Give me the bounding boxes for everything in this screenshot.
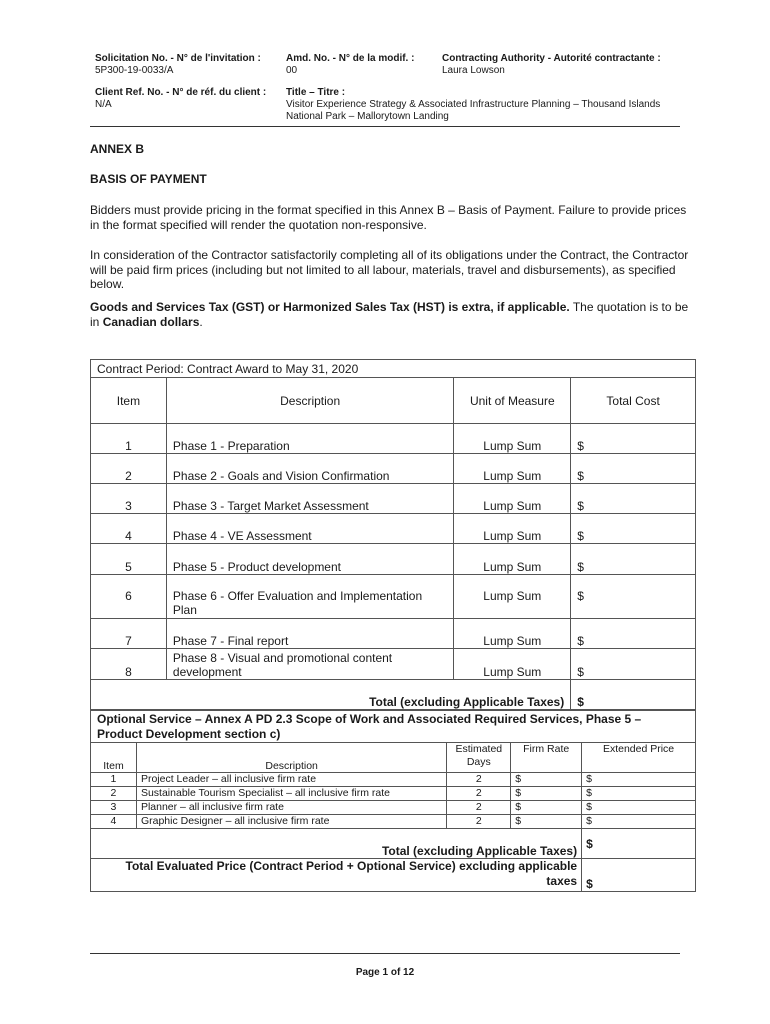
opt-row-days: 2 xyxy=(447,801,511,815)
total-evaluated-label xyxy=(91,859,582,892)
solicitation-block xyxy=(95,53,261,77)
title-value-line1: Visitor Experience Strategy & Associated Infrastructure Planning – Thousand Islands xyxy=(286,99,661,110)
row-description: Phase 5 - Product development xyxy=(166,544,453,575)
section-title: BASIS OF PAYMENT xyxy=(90,172,207,186)
total-evaluated-value: $ xyxy=(582,859,696,892)
table-row xyxy=(91,454,696,484)
row-item: 1 xyxy=(91,424,167,454)
row-cost: $ xyxy=(571,575,696,619)
row-unit: Lump Sum xyxy=(454,514,571,544)
row-item: 3 xyxy=(91,484,167,514)
row-description: Phase 4 - VE Assessment xyxy=(166,514,453,544)
title-label: Title – Titre : xyxy=(286,87,346,98)
header-divider xyxy=(90,126,680,127)
row-description: Phase 7 - Final report xyxy=(166,619,453,649)
solicitation-label: Solicitation No. - N° de l'invitation : xyxy=(95,53,261,64)
opt-row-rate: $ xyxy=(511,815,582,829)
opt-total-value: $ xyxy=(582,829,696,859)
table-row xyxy=(91,801,696,815)
table-row xyxy=(91,773,696,787)
row-description: Phase 8 - Visual and promotional content development xyxy=(166,649,453,680)
authority-value: Laura Lowson xyxy=(442,65,505,76)
row-unit: Lump Sum xyxy=(454,484,571,514)
title-value-line2: National Park – Mallorytown Landing xyxy=(286,111,449,122)
amendment-block xyxy=(286,53,414,77)
authority-label: Contracting Authority - Autorité contractante : xyxy=(442,53,661,64)
row-unit: Lump Sum xyxy=(454,575,571,619)
title-block xyxy=(286,87,660,123)
table-row xyxy=(91,815,696,829)
opt-row-days: 2 xyxy=(447,815,511,829)
row-cost: $ xyxy=(571,619,696,649)
tax-paragraph xyxy=(90,300,690,329)
col-header-item: Item xyxy=(91,378,167,424)
opt-row-rate: $ xyxy=(511,801,582,815)
total-label: Total (excluding Applicable Taxes) xyxy=(91,680,571,710)
row-cost: $ xyxy=(571,454,696,484)
col-header-description: Description xyxy=(166,378,453,424)
optional-service-table xyxy=(90,710,696,892)
table-row xyxy=(91,514,696,544)
row-cost: $ xyxy=(571,649,696,680)
col-header-total-cost: Total Cost xyxy=(571,378,696,424)
opt-row-extended: $ xyxy=(582,787,696,801)
opt-col-header-description: Description xyxy=(136,743,446,773)
opt-row-rate: $ xyxy=(511,787,582,801)
table-row xyxy=(91,544,696,575)
row-item: 6 xyxy=(91,575,167,619)
opt-total-label: Total (excluding Applicable Taxes) xyxy=(91,829,582,859)
opt-col-header-item: Item xyxy=(91,743,137,773)
annex-title: ANNEX B xyxy=(90,142,145,156)
row-description: Phase 2 - Goals and Vision Confirmation xyxy=(166,454,453,484)
opt-row-item: 4 xyxy=(91,815,137,829)
contract-period-table xyxy=(90,359,696,710)
opt-row-rate: $ xyxy=(511,773,582,787)
opt-row-item: 2 xyxy=(91,787,137,801)
table-row xyxy=(91,619,696,649)
total-value: $ xyxy=(571,680,696,710)
page-number: Page 1 of 12 xyxy=(355,967,415,978)
row-description: Phase 6 - Offer Evaluation and Implementation Plan xyxy=(166,575,453,619)
table-row xyxy=(91,484,696,514)
row-item: 8 xyxy=(91,649,167,680)
opt-row-extended: $ xyxy=(582,801,696,815)
amendment-value: 00 xyxy=(286,65,298,76)
row-item: 7 xyxy=(91,619,167,649)
opt-row-item: 3 xyxy=(91,801,137,815)
client-ref-label: Client Ref. No. - N° de réf. du client : xyxy=(95,87,267,98)
row-cost: $ xyxy=(571,484,696,514)
opt-row-description: Planner – all inclusive firm rate xyxy=(136,801,446,815)
row-item: 4 xyxy=(91,514,167,544)
table-row xyxy=(91,575,696,619)
opt-row-description: Sustainable Tourism Specialist – all inclusive firm rate xyxy=(136,787,446,801)
table-row xyxy=(91,424,696,454)
opt-row-description: Project Leader – all inclusive firm rate xyxy=(136,773,446,787)
row-item: 2 xyxy=(91,454,167,484)
table-row xyxy=(91,787,696,801)
opt-row-days: 2 xyxy=(447,773,511,787)
client-ref-value: N/A xyxy=(95,99,112,110)
opt-col-header-days: Estimated Days xyxy=(447,743,511,773)
tax-statement: Goods and Services Tax (GST) or Harmonized Sales Tax (HST) is extra, if applicable. xyxy=(90,300,570,314)
row-item: 5 xyxy=(91,544,167,575)
opt-row-description: Graphic Designer – all inclusive firm rate xyxy=(136,815,446,829)
period-text: . xyxy=(199,314,203,329)
total-evaluated-label-line1: Total Evaluated Price (Contract Period + Optional Service) excluding applicable xyxy=(125,859,578,873)
contract-period-header: Contract Period: Contract Award to May 31, 2020 xyxy=(91,360,696,378)
table-row xyxy=(91,649,696,680)
opt-row-days: 2 xyxy=(447,787,511,801)
row-unit: Lump Sum xyxy=(454,454,571,484)
footer-divider xyxy=(90,953,680,954)
opt-col-header-rate: Firm Rate xyxy=(511,743,582,773)
col-header-unit: Unit of Measure xyxy=(454,378,571,424)
quotation-text: The quotation is to be in xyxy=(90,300,689,329)
row-unit: Lump Sum xyxy=(454,649,571,680)
opt-row-extended: $ xyxy=(582,773,696,787)
row-description: Phase 1 - Preparation xyxy=(166,424,453,454)
pricing-format-paragraph: Bidders must provide pricing in the format specified in this Annex B – Basis of Payment. Failure to provide prices in the format specified will render the quotation non-responsive. xyxy=(90,203,687,232)
total-evaluated-label-line2: taxes xyxy=(546,874,578,888)
amendment-label: Amd. No. - N° de la modif. : xyxy=(286,53,415,64)
opt-row-extended: $ xyxy=(582,815,696,829)
authority-block xyxy=(442,53,661,77)
opt-row-item: 1 xyxy=(91,773,137,787)
row-unit: Lump Sum xyxy=(454,619,571,649)
row-description: Phase 3 - Target Market Assessment xyxy=(166,484,453,514)
client-ref-block xyxy=(95,87,266,111)
optional-service-title: Optional Service – Annex A PD 2.3 Scope of Work and Associated Required Services, Phase 5 – Product Development section c) xyxy=(91,711,696,743)
row-cost: $ xyxy=(571,424,696,454)
row-cost: $ xyxy=(571,544,696,575)
row-cost: $ xyxy=(571,514,696,544)
row-unit: Lump Sum xyxy=(454,544,571,575)
row-unit: Lump Sum xyxy=(454,424,571,454)
opt-col-header-extended: Extended Price xyxy=(582,743,696,773)
currency-text: Canadian dollars xyxy=(102,314,200,329)
consideration-paragraph: In consideration of the Contractor satisfactorily completing all of its obligations under the Contract, the Contractor will be paid firm prices (including but not limited to all labour, materials, travel and disbursements), as specified below. xyxy=(90,248,689,291)
solicitation-value: 5P300-19-0033/A xyxy=(95,65,174,76)
